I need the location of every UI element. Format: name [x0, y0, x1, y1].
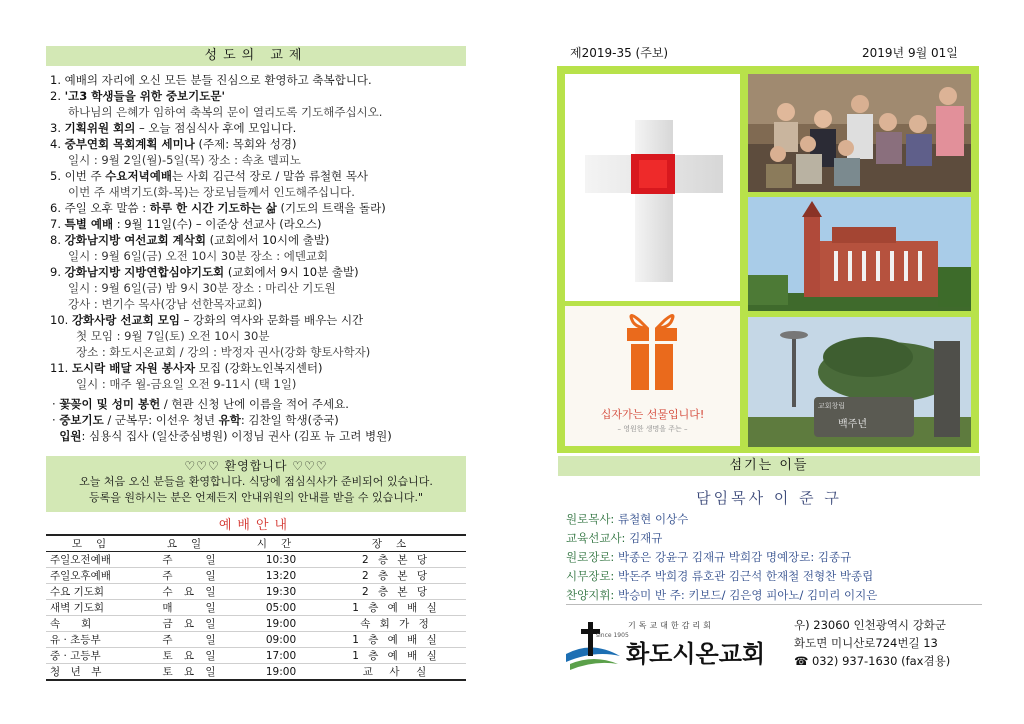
- services-cell: 17:00: [236, 648, 326, 664]
- services-cell: 05:00: [236, 600, 326, 616]
- text-segment: – 오늘 점심식사 후에 모입니다.: [135, 121, 297, 135]
- services-cell: 주 일: [146, 552, 236, 568]
- notice-line: [50, 360, 470, 376]
- services-column-header: 시간: [236, 535, 326, 552]
- text-segment: 강화남지방 지방연합심야기도회: [64, 265, 225, 279]
- text-segment: 강화남지방 여선교회 계삭회: [64, 233, 206, 247]
- services-cell: 새벽 기도회: [46, 600, 146, 616]
- notice-line: [50, 264, 470, 280]
- services-cell: 수 요 일: [146, 584, 236, 600]
- staff-row: [566, 529, 986, 548]
- services-row: [46, 648, 466, 664]
- services-column-header: 모임: [46, 535, 146, 552]
- text-segment: 원로장로:: [566, 550, 615, 564]
- gift-panel: [565, 306, 740, 446]
- notice-number: 8.: [50, 233, 61, 247]
- notice-line: 첫 모임 : 9월 7일(토) 오전 10시 30분: [76, 329, 270, 343]
- text-segment: (주제: 목회와 성경): [194, 137, 297, 151]
- church-address: [794, 616, 950, 670]
- text-segment: 수요저녁예배: [105, 169, 172, 183]
- staff-row: [566, 567, 986, 586]
- text-segment: 강화사랑 선교회 모임: [71, 313, 180, 327]
- members-photo: [748, 74, 971, 192]
- text-segment: 하루 한 시간 기도하는 삶: [149, 201, 277, 215]
- services-cell: 13:20: [236, 568, 326, 584]
- services-row: [46, 584, 466, 600]
- text-segment: 유학: [218, 413, 241, 427]
- issue-number: 제2019-35 (주보): [570, 46, 669, 60]
- notice-line: 일시 : 9월 2일(월)-5일(목) 장소 : 속초 델피노: [68, 153, 301, 167]
- notice-line: [50, 88, 470, 104]
- services-row: [46, 568, 466, 584]
- services-cell: 주 일: [146, 568, 236, 584]
- sign-line-1: 교회창립: [818, 402, 846, 410]
- text-segment: 교육선교사:: [566, 531, 626, 545]
- church-photo: [748, 197, 971, 311]
- text-segment: 모집 (강화노인복지센터): [195, 361, 323, 375]
- services-cell: 수요 기도회: [46, 584, 146, 600]
- services-cell: 2 층 본 당: [326, 568, 466, 584]
- text-segment: 기획위원 회의: [64, 121, 136, 135]
- text-segment: 이번 주: [64, 169, 106, 183]
- services-cell: 19:00: [236, 664, 326, 681]
- memorial-stone-photo: [748, 317, 971, 447]
- services-title: 예배안내: [218, 518, 294, 533]
- phone-line: ☎ 032) 937-1630 (fax겸용): [794, 654, 951, 668]
- text-segment: 시무장로:: [566, 569, 615, 583]
- servants-header: 섬기는 이들: [558, 456, 980, 476]
- services-cell: 1 층 예 배 실: [326, 632, 466, 648]
- fellowship-header: 성도의 교제: [46, 46, 466, 66]
- logo-denomination: 기독교대한감리회: [628, 621, 714, 630]
- services-cell: 2 층 본 당: [326, 584, 466, 600]
- church-logo: [562, 614, 786, 674]
- notice-number: 10.: [50, 313, 69, 327]
- services-cell: 토 요 일: [146, 664, 236, 681]
- text-segment: 찬양지휘:: [566, 588, 615, 602]
- notice-line: 강사 : 변기수 목사(강남 선한목자교회): [68, 297, 263, 311]
- text-segment: 꽃꽂이 및 성미 봉헌: [59, 397, 161, 411]
- services-cell: 금 요 일: [146, 616, 236, 632]
- services-cell: 유 · 초등부: [46, 632, 146, 648]
- notice-number: 11.: [50, 361, 69, 375]
- welcome-title: ♡♡♡ 환영합니다 ♡♡♡: [184, 459, 328, 473]
- notice-number: 4.: [50, 137, 61, 151]
- notice-line: [50, 232, 470, 248]
- services-row: [46, 664, 466, 681]
- services-column-header: 장소: [326, 535, 466, 552]
- notice-number: 3.: [50, 121, 61, 135]
- services-cell: 10:30: [236, 552, 326, 568]
- text-segment: / 현관 신청 난에 이름을 적어 주세요.: [160, 397, 349, 411]
- notice-number: 7.: [50, 217, 61, 231]
- services-cell: 중 · 고등부: [46, 648, 146, 664]
- photo-collage: [557, 66, 979, 453]
- text-segment: 주일 오후 말씀 :: [64, 201, 150, 215]
- welcome-box: [46, 456, 466, 512]
- prayer-note-line: [52, 396, 472, 412]
- logo-church-name: 화도시온교회: [626, 640, 766, 668]
- notice-number: 6.: [50, 201, 61, 215]
- text-segment: 특별 예배: [64, 217, 114, 231]
- services-cell: 09:00: [236, 632, 326, 648]
- text-segment: 입원: [59, 429, 82, 443]
- notice-number: 2.: [50, 89, 61, 103]
- prayer-note-line: [52, 428, 472, 444]
- church-emblem-icon: [562, 616, 622, 672]
- services-cell: 속 회: [46, 616, 146, 632]
- cross-icon: [565, 74, 740, 301]
- services-column-header: 요일: [146, 535, 236, 552]
- text-segment: : 심용식 집사 (일산중심병원) 이정님 권사 (김포 뉴 고려 병원): [81, 429, 392, 443]
- services-table: [46, 534, 466, 681]
- services-cell: 1 층 예 배 실: [326, 600, 466, 616]
- text-segment: 도시락 배달 자원 봉사자: [71, 361, 196, 375]
- staff-row: [566, 510, 986, 529]
- notice-line: 일시 : 9월 6일(금) 오전 10시 30분 장소 : 에덴교회: [68, 249, 329, 263]
- notice-line: [50, 168, 470, 184]
- cross-panel: [565, 74, 740, 301]
- staff-row: [566, 586, 986, 605]
- text-segment: 중부연회 목회계획 세미나: [64, 137, 195, 151]
- services-cell: 매 일: [146, 600, 236, 616]
- notice-number: 1.: [50, 73, 61, 87]
- text-segment: : 김찬일 학생(중국): [240, 413, 339, 427]
- services-row: [46, 600, 466, 616]
- text-segment: / 군복무: 이선우 청년: [103, 413, 219, 427]
- services-cell: 주 일: [146, 632, 236, 648]
- welcome-line-2: 등록을 원하시는 분은 언제든지 안내위원의 안내를 받을 수 있습니다.": [88, 491, 424, 504]
- services-cell: 주일오후예배: [46, 568, 146, 584]
- services-cell: 교 사 실: [326, 664, 466, 681]
- services-cell: 19:00: [236, 616, 326, 632]
- notice-line: 일시 : 매주 월-금요일 오전 9-11시 (택 1일): [76, 377, 297, 391]
- notice-list: [50, 72, 470, 392]
- notice-line: [50, 72, 470, 88]
- prayer-note-line: [52, 412, 472, 428]
- gift-caption: 십자가는 선물입니다!: [600, 408, 705, 421]
- text-segment: '고3 학생들을 위한 중보기도문': [64, 89, 226, 103]
- services-cell: 주일오전예배: [46, 552, 146, 568]
- gift-icon: [565, 306, 740, 402]
- notice-line: 일시 : 9월 6일(금) 밤 9시 30분 장소 : 마리산 기도원: [68, 281, 336, 295]
- text-segment: 류철현 이상수: [614, 512, 689, 526]
- text-segment: (교회에서 9시 10분 출발): [224, 265, 359, 279]
- services-cell: 토 요 일: [146, 648, 236, 664]
- staff-row: [566, 548, 986, 567]
- gift-subcaption: – 영원한 생명을 주는 –: [617, 425, 688, 433]
- text-segment: – 강화의 역사와 문화를 배우는 시간: [179, 313, 364, 327]
- services-row: [46, 616, 466, 632]
- text-segment: 원로목사:: [566, 512, 615, 526]
- text-segment: (기도의 트랙을 돌라): [276, 201, 386, 215]
- services-cell: 19:30: [236, 584, 326, 600]
- services-cell: 속 회 가 정: [326, 616, 466, 632]
- services-cell: 2 층 본 당: [326, 552, 466, 568]
- services-cell: 청 년 부: [46, 664, 146, 681]
- text-segment: (교회에서 10시에 출발): [205, 233, 330, 247]
- services-row: [46, 632, 466, 648]
- notice-number: 5.: [50, 169, 61, 183]
- notice-number: 9.: [50, 265, 61, 279]
- notice-line: [50, 136, 470, 152]
- notice-line: 이번 주 새벽기도(화-목)는 장로님들께서 인도해주십니다.: [68, 185, 355, 199]
- notice-line: [50, 216, 470, 232]
- text-segment: 박돈주 박희경 류호관 김근석 한재철 전형찬 박종립: [614, 569, 874, 583]
- text-segment: ·: [52, 397, 60, 411]
- text-segment: 는 사회 김근석 장로 / 말씀 류철현 목사: [171, 169, 369, 183]
- issue-date: 2019년 9월 01일: [862, 46, 958, 60]
- prayer-notes: [52, 396, 472, 444]
- services-cell: 1 층 예 배 실: [326, 648, 466, 664]
- text-segment: 박종은 강윤구 김재규 박희감 명예장로: 김종규: [614, 550, 852, 564]
- notice-line: 하나님의 은혜가 임하여 축복의 문이 열리도록 기도해주십시오.: [68, 105, 383, 119]
- text-segment: 김재규: [625, 531, 663, 545]
- text-segment: 예배의 자리에 오신 모든 분들 진심으로 환영하고 축복합니다.: [64, 73, 372, 87]
- address-line-2: 화도면 미니산로724번길 13: [794, 636, 938, 650]
- logo-since: since 1905: [596, 632, 629, 639]
- text-segment: ·: [52, 413, 60, 427]
- notice-line: [50, 200, 470, 216]
- services-row: [46, 552, 466, 568]
- text-segment: : 9월 11일(수) – 이준상 선교사 (라오스): [113, 217, 322, 231]
- address-line-1: 우) 23060 인천광역시 강화군: [794, 618, 947, 632]
- text-segment: 중보기도: [59, 413, 104, 427]
- text-segment: 박승미 반 주: 키보드/ 김은영 피아노/ 김미리 이지은: [614, 588, 878, 602]
- notice-line: [50, 312, 470, 328]
- notice-line: [50, 120, 470, 136]
- notice-line: 장소 : 화도시온교회 / 강의 : 박정자 권사(강화 향토사학자): [76, 345, 371, 359]
- sign-line-2: 백주년: [838, 419, 867, 430]
- welcome-line-1: 오늘 처음 오신 분들을 환영합니다. 식당에 점심식사가 준비되어 있습니다.: [79, 475, 433, 488]
- staff-divider: [566, 604, 982, 605]
- staff-list: [566, 510, 986, 605]
- senior-pastor: 담임목사 이 준 구: [696, 489, 842, 507]
